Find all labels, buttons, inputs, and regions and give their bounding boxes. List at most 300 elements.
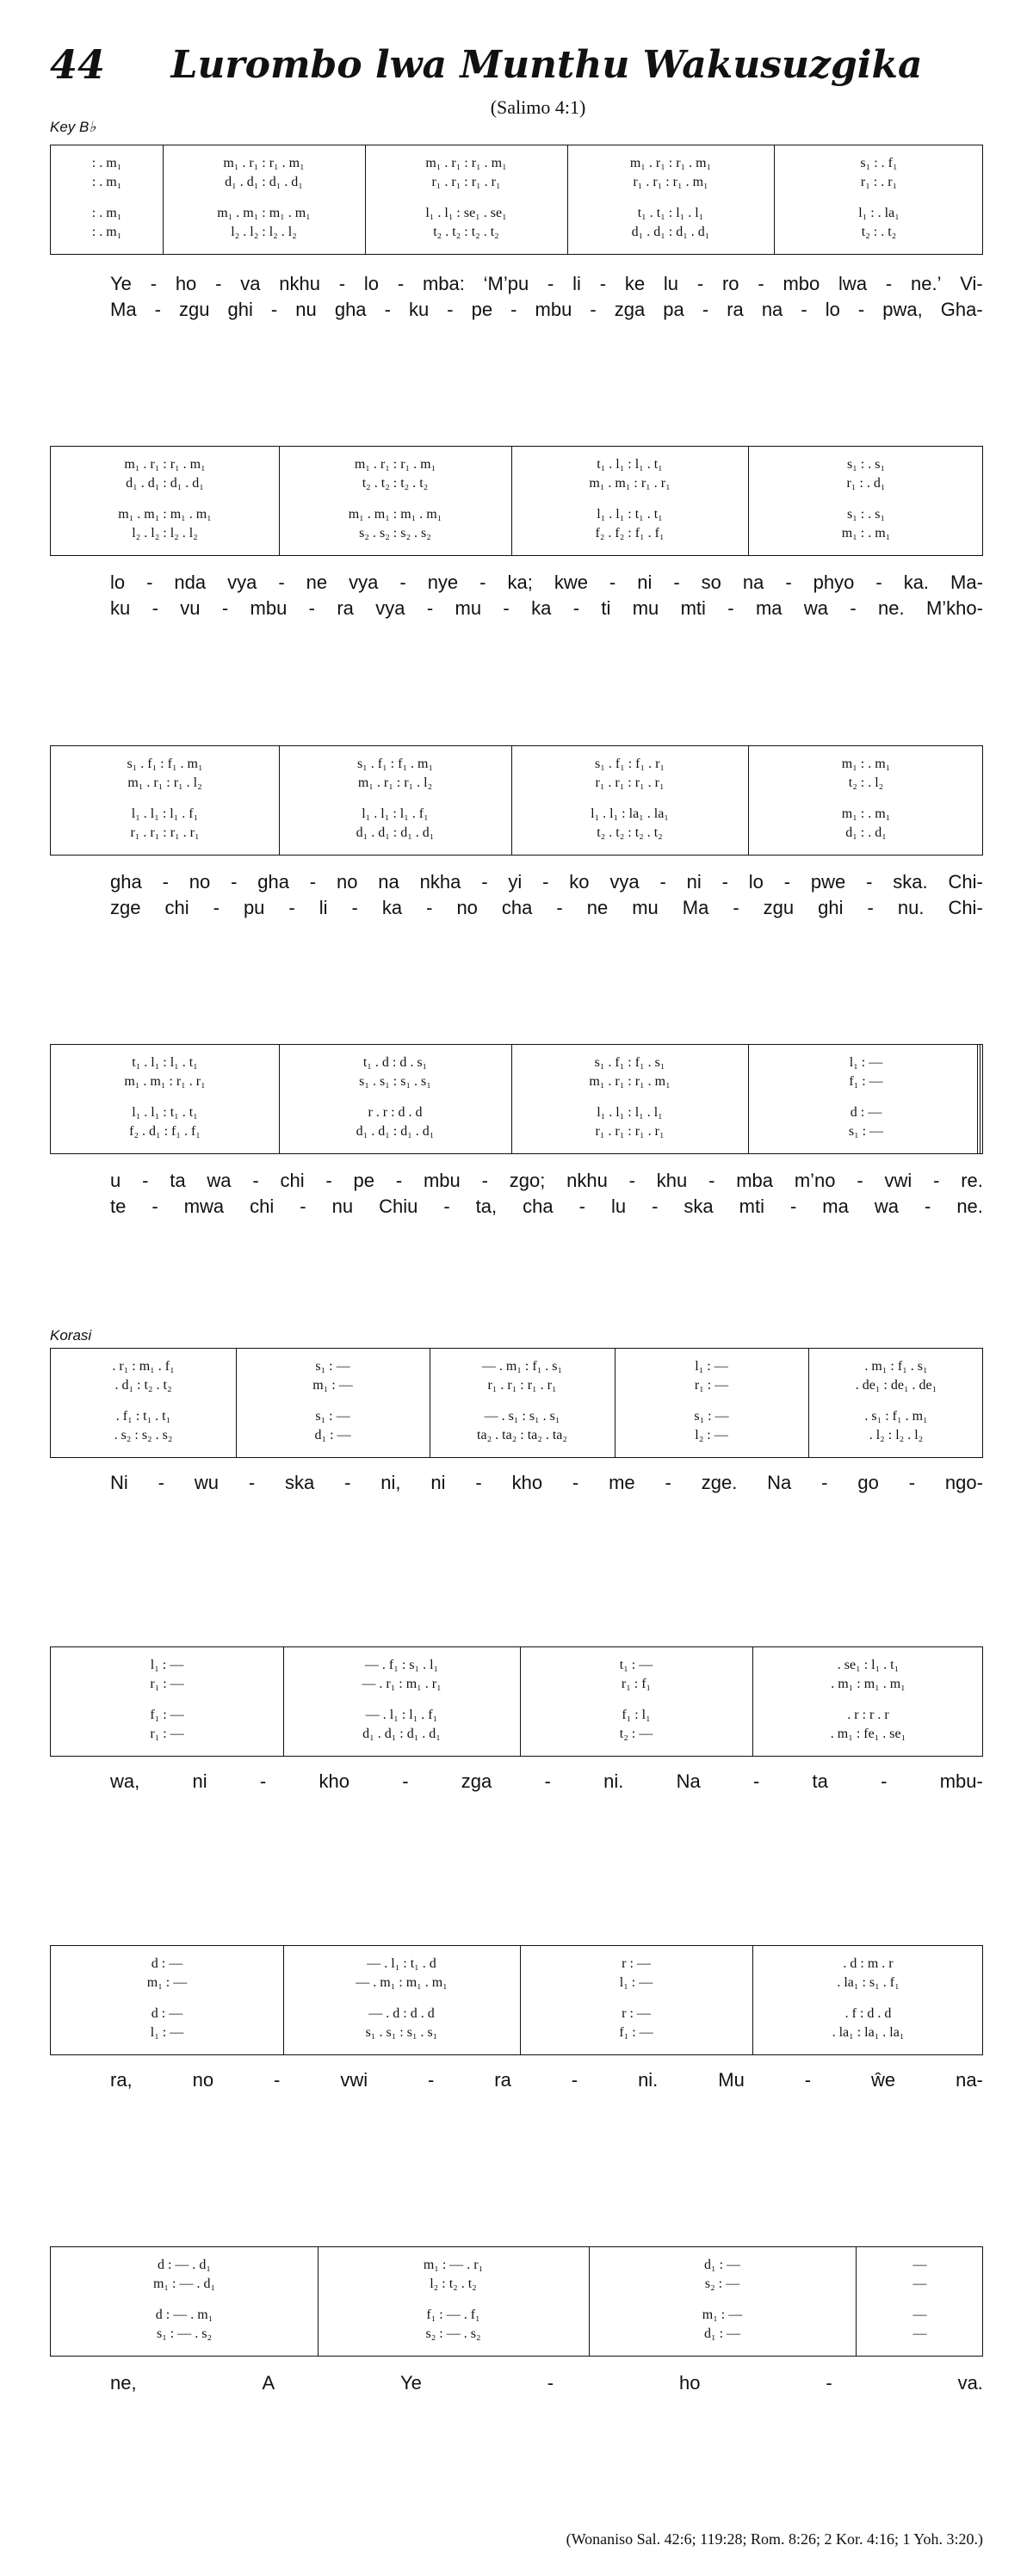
lyric-syllable: lo [363, 273, 380, 294]
lyric-line [50, 297, 983, 323]
lyric-syllable: vya [609, 871, 640, 893]
lyric-syllable: - [395, 1170, 403, 1191]
lyric-line [50, 596, 983, 621]
solfa-a: l₁ : — [619, 1975, 653, 1990]
lyric-syllable: - [696, 273, 704, 294]
lyric-syllable: ni [637, 571, 653, 593]
barline [236, 1349, 237, 1457]
solfa-t2: m₁ . m₁ : m₁ . m₁ [118, 507, 212, 522]
lyric-syllable: chi [250, 1195, 275, 1217]
lyric-syllable: ni. [638, 2069, 659, 2091]
lyric-syllable: te [110, 1195, 127, 1217]
lyric-line [50, 1470, 983, 1496]
solfa-t2: . f : d . d [844, 2006, 892, 2021]
solfa-a: t₂ : . l₂ [848, 775, 884, 790]
lyric-syllable: - [544, 1770, 551, 1792]
lyric-syllable: - [542, 871, 549, 893]
barline [511, 447, 512, 555]
lyric-syllable: - [213, 897, 220, 918]
lyric-syllable: - [628, 1170, 635, 1191]
solfa-t2: — . d : d . d [368, 2006, 435, 2021]
music-system-1 [50, 145, 983, 255]
lyric-syllable: mbo [782, 273, 820, 294]
lyric-syllable: nkhu [566, 1170, 608, 1191]
lyric-syllable: Na [767, 1472, 792, 1493]
solfa-a: . la₁ : s₁ . f₁ [837, 1975, 900, 1990]
lyric-syllable: ra [727, 299, 744, 320]
lyric-syllable: - [503, 597, 510, 619]
solfa-t2: r . r : d . d [368, 1105, 423, 1120]
solfa-t2: l₁ . l₁ : l₁ . f₁ [131, 806, 199, 821]
lyric-syllable: - [881, 1770, 888, 1792]
solfa-a: m₁ . r₁ : r₁ . l₂ [127, 775, 202, 790]
lyric-syllable: - [248, 1472, 256, 1493]
solfa-t2: f₁ : — [150, 1708, 184, 1722]
solfa-t2: . f₁ : t₁ . t₁ [115, 1409, 171, 1424]
lyric-syllable: chi [280, 1170, 305, 1191]
solfa-t1: — . l₁ : t₁ . d [367, 1956, 436, 1971]
lyric-syllable: pe [353, 1170, 375, 1191]
solfa-t2: s₁ : — [315, 1409, 350, 1424]
lyric-syllable: - [578, 1195, 585, 1217]
barline [520, 1946, 521, 2054]
solfa-a: . m₁ : m₁ . m₁ [831, 1677, 906, 1691]
lyric-syllable: - [351, 897, 358, 918]
lyric-syllable: na- [956, 2069, 983, 2091]
solfa-a: s₁ . s₁ : s₁ . s₁ [359, 1074, 431, 1089]
lyric-syllable: - [142, 1170, 149, 1191]
lyric-syllable: - [475, 1472, 482, 1493]
barline [748, 447, 749, 555]
lyric-syllable: - [300, 1195, 306, 1217]
music-system-5 [50, 1348, 983, 1458]
lyric-syllable: Na [676, 1770, 701, 1792]
lyric-line [50, 895, 983, 921]
lyric-syllable: Chi- [948, 871, 983, 893]
barline [752, 1647, 753, 1756]
lyric-syllable: - [278, 571, 285, 593]
solfa-t1: s₁ . f₁ : f₁ . m₁ [356, 757, 434, 771]
solfa-t2: m₁ . m₁ : m₁ . m₁ [217, 206, 311, 220]
barline [365, 145, 366, 254]
solfa-b: d₁ : . d₁ [845, 825, 887, 840]
lyric-syllable: wa, [110, 1770, 140, 1792]
lyric-syllable: phyo [813, 571, 855, 593]
solfa-a: t₂ . t₂ : t₂ . t₂ [362, 476, 429, 491]
lyric-syllable: - [344, 1472, 351, 1493]
lyric-syllable: ho [679, 2372, 701, 2394]
lyric-line [50, 570, 983, 596]
lyric-syllable: ne. [956, 1195, 983, 1217]
lyric-syllable: wu [194, 1472, 219, 1493]
solfa-a: r₁ : — [150, 1677, 184, 1691]
lyric-syllable: gha [257, 871, 289, 893]
lyric-syllable: wa [874, 1195, 899, 1217]
lyric-syllable: - [221, 597, 229, 619]
solfa-b: t₂ : — [619, 1727, 653, 1741]
lyric-syllable: mbu [423, 1170, 461, 1191]
lyric-line [50, 1168, 983, 1194]
lyric-syllable: - [708, 1170, 715, 1191]
solfa-b: . s₂ : s₂ . s₂ [114, 1428, 173, 1442]
solfa-t1: — [912, 2258, 927, 2272]
solfa-t1: : . m₁ [91, 156, 122, 170]
lyric-syllable: ka [531, 597, 552, 619]
lyric-syllable: lo [110, 571, 126, 593]
lyric-syllable: - [572, 1472, 579, 1493]
lyric-syllable: lu [610, 1195, 627, 1217]
lyric-syllable: lwa [838, 273, 868, 294]
lyric-syllable: yi [508, 871, 523, 893]
solfa-a: m₁ : — . d₁ [152, 2276, 216, 2291]
lyric-syllable: ne [586, 897, 609, 918]
lyric-syllable: Ma- [950, 571, 983, 593]
solfa-t2: s₁ : — [694, 1409, 729, 1424]
lyric-syllable: pu [243, 897, 265, 918]
lyric-syllable: Chiu [379, 1195, 418, 1217]
lyric-syllable: lu [663, 273, 679, 294]
music-system-8 [50, 2246, 983, 2357]
solfa-a: r₁ . r₁ : r₁ . r₁ [431, 175, 501, 189]
lyrics-block [50, 1470, 983, 1496]
solfa-b: r₁ . r₁ : r₁ . r₁ [595, 1124, 665, 1139]
lyric-syllable: ke [624, 273, 646, 294]
lyric-syllable: - [399, 571, 406, 593]
solfa-t1: m₁ : . m₁ [841, 757, 891, 771]
lyric-syllable: - [659, 871, 666, 893]
lyric-syllable: - [397, 273, 405, 294]
lyric-syllable: Ye [110, 273, 132, 294]
lyric-syllable: ti [601, 597, 611, 619]
solfa-t2: . r : r . r [847, 1708, 889, 1722]
lyric-syllable: ghi [818, 897, 844, 918]
lyrics-block [50, 1168, 983, 1220]
solfa-t1: s₁ : — [315, 1359, 350, 1374]
lyric-syllable: - [426, 897, 433, 918]
lyric-syllable: ŵe [871, 2069, 896, 2091]
lyric-syllable: mu [632, 597, 659, 619]
solfa-b: . l₂ : l₂ . l₂ [869, 1428, 924, 1442]
lyric-syllable: - [826, 2372, 832, 2394]
solfa-t1: . m₁ : f₁ . s₁ [864, 1359, 928, 1374]
barline [774, 145, 775, 254]
solfa-t1: s₁ . f₁ : f₁ . s₁ [594, 1055, 665, 1070]
lyric-syllable: - [338, 273, 346, 294]
solfa-b: t₂ : . t₂ [861, 225, 897, 239]
lyric-syllable: - [599, 273, 607, 294]
lyric-syllable: zge. [701, 1472, 738, 1493]
barline [589, 2247, 590, 2356]
lyric-syllable: cha [501, 897, 533, 918]
lyric-syllable: Ma [110, 299, 137, 320]
lyric-syllable: ska. [893, 871, 928, 893]
lyric-syllable: zge [110, 897, 141, 918]
barline [283, 1647, 284, 1756]
lyric-syllable: mbu [535, 299, 572, 320]
lyric-syllable: - [875, 571, 882, 593]
solfa-t2: d : — [850, 1105, 882, 1120]
solfa-t1: s₁ . f₁ : f₁ . r₁ [595, 757, 665, 771]
lyric-syllable: nkhu [279, 273, 320, 294]
solfa-t1: s₁ . f₁ : f₁ . m₁ [127, 757, 203, 771]
solfa-b: r₁ . r₁ : r₁ . r₁ [130, 825, 200, 840]
lyric-line [50, 2370, 983, 2396]
solfa-a: r₁ : f₁ [621, 1677, 652, 1691]
lyric-syllable: vwi [340, 2069, 368, 2091]
lyric-syllable: me [609, 1472, 635, 1493]
lyric-syllable: Ma [682, 897, 709, 918]
lyric-syllable: ra, [110, 2069, 133, 2091]
solfa-t1: l₁ : — [849, 1055, 883, 1070]
lyric-syllable: - [150, 273, 158, 294]
solfa-t1: l₁ : — [150, 1658, 184, 1672]
solfa-b: s₂ . s₂ : s₂ . s₂ [359, 526, 431, 541]
lyric-syllable: ka; [507, 571, 533, 593]
lyric-syllable: mba [736, 1170, 774, 1191]
lyric-line [50, 1194, 983, 1220]
lyric-syllable: ta [812, 1770, 828, 1792]
lyric-syllable: - [288, 897, 295, 918]
solfa-t1: l₁ : — [695, 1359, 728, 1374]
lyric-syllable: kwe [554, 571, 588, 593]
lyric-syllable: - [785, 571, 792, 593]
lyric-syllable: pwe [810, 871, 846, 893]
lyric-syllable: - [733, 897, 739, 918]
lyric-syllable: - [783, 871, 791, 893]
solfa-t1: t₁ : — [619, 1658, 653, 1672]
solfa-b: f₁ : — [619, 2025, 653, 2040]
lyric-syllable: na [378, 871, 399, 893]
lyric-syllable: - [652, 1195, 659, 1217]
lyric-syllable: ta [170, 1170, 186, 1191]
lyric-syllable: - [428, 2069, 435, 2091]
lyric-syllable: - [547, 273, 554, 294]
solfa-t1: m₁ . r₁ : r₁ . m₁ [425, 156, 507, 170]
lyric-syllable: - [801, 299, 807, 320]
lyric-syllable: Chi- [948, 897, 983, 918]
solfa-t1: — . f₁ : s₁ . l₁ [364, 1658, 439, 1672]
solfa-a: . d₁ : t₂ . t₂ [114, 1378, 172, 1393]
solfa-t2: — . s₁ : s₁ . s₁ [484, 1409, 560, 1424]
lyric-syllable: - [821, 1472, 828, 1493]
solfa-a: r₁ : . r₁ [860, 175, 898, 189]
lyric-line [50, 271, 983, 297]
barline [279, 447, 280, 555]
lyric-syllable: gha [334, 299, 367, 320]
solfa-a: m₁ . m₁ : r₁ . r₁ [124, 1074, 206, 1089]
lyric-syllable: pwa, [882, 299, 923, 320]
lyric-syllable: mti [739, 1195, 764, 1217]
solfa-a: m₁ : — [312, 1378, 353, 1393]
lyric-syllable: - [402, 1770, 409, 1792]
solfa-b: t₂ . t₂ : t₂ . t₂ [433, 225, 499, 239]
lyric-syllable: ni [430, 1472, 446, 1493]
lyric-syllable: vya [227, 571, 257, 593]
lyric-syllable: pe [471, 299, 493, 320]
lyric-syllable: no [456, 897, 478, 918]
lyric-syllable: ma [822, 1195, 849, 1217]
solfa-t2: t₁ . t₁ : l₁ . l₁ [637, 206, 704, 220]
solfa-b: l₂ . l₂ : l₂ . l₂ [132, 526, 198, 541]
lyric-syllable: va. [957, 2372, 983, 2394]
lyric-syllable: zga [614, 299, 646, 320]
lyric-syllable: lo [825, 299, 840, 320]
solfa-b: ta₂ . ta₂ : ta₂ . ta₂ [477, 1428, 567, 1442]
solfa-t1: m₁ . r₁ : r₁ . m₁ [124, 457, 206, 472]
lyric-syllable: mti [680, 597, 706, 619]
lyric-syllable: Gha- [940, 299, 983, 320]
lyric-syllable: gha [110, 871, 142, 893]
lyric-syllable: kho [511, 1472, 543, 1493]
lyric-line [50, 2067, 983, 2093]
lyric-syllable: Ni [110, 1472, 128, 1493]
lyric-syllable: mu [632, 897, 659, 918]
barline [318, 2247, 319, 2356]
lyric-syllable: - [721, 871, 728, 893]
lyric-syllable: ne. [878, 597, 905, 619]
solfa-t2: . s₁ : f₁ . m₁ [864, 1409, 928, 1424]
lyric-syllable: - [384, 299, 391, 320]
lyric-syllable: ne [306, 571, 328, 593]
lyric-syllable: - [789, 1195, 797, 1217]
lyric-syllable: lo [748, 871, 764, 893]
lyric-syllable: - [866, 871, 873, 893]
lyric-syllable: nu [331, 1195, 354, 1217]
lyric-syllable: nye [427, 571, 459, 593]
solfa-t2: r : — [622, 2006, 651, 2021]
solfa-b: l₂ : — [695, 1428, 728, 1442]
lyric-syllable: zgo; [509, 1170, 546, 1191]
barline [279, 1045, 280, 1153]
solfa-b: m₁ : . m₁ [841, 526, 891, 541]
solfa-b: s₁ . s₁ : s₁ . s₁ [365, 2025, 438, 2040]
lyric-syllable: mwa [183, 1195, 225, 1217]
lyric-syllable: vu [180, 597, 201, 619]
lyric-syllable: ku [408, 299, 430, 320]
lyric-syllable: - [867, 897, 874, 918]
solfa-t1: d : — . d₁ [157, 2258, 212, 2272]
lyric-syllable: go [857, 1472, 879, 1493]
lyric-syllable: - [609, 571, 616, 593]
solfa-b: f₂ . f₂ : f₁ . f₁ [595, 526, 665, 541]
music-system-6 [50, 1646, 983, 1757]
lyric-syllable: mbu [250, 597, 288, 619]
lyric-syllable: - [572, 597, 580, 619]
lyric-syllable: nkha [419, 871, 461, 893]
lyric-syllable: na [742, 571, 764, 593]
lyric-syllable: - [510, 299, 517, 320]
lyric-syllable: na [761, 299, 783, 320]
solfa-t1: s₁ : . f₁ [860, 156, 898, 170]
solfa-b: s₁ : — [848, 1124, 884, 1139]
solfa-b: : . m₁ [91, 225, 122, 239]
lyric-syllable: - [146, 571, 153, 593]
solfa-b: d₁ . d₁ : d₁ . d₁ [356, 825, 435, 840]
lyric-syllable: - [308, 597, 315, 619]
lyrics-block [50, 271, 983, 323]
solfa-t2: f₁ : — . f₁ [426, 2307, 480, 2322]
music-system-3 [50, 745, 983, 856]
lyrics-block [50, 1769, 983, 1795]
barline [748, 746, 749, 855]
barline [748, 1045, 749, 1153]
lyric-syllable: - [443, 1195, 450, 1217]
lyric-syllable: kho [319, 1770, 349, 1792]
solfa-t2: l₁ . l₁ : se₁ . se₁ [425, 206, 507, 220]
solfa-t1: r : — [622, 1956, 651, 1971]
solfa-t2: — . l₁ : l₁ . f₁ [365, 1708, 438, 1722]
lyric-syllable: Vi- [960, 273, 983, 294]
barline [520, 1647, 521, 1756]
solfa-b: d₁ . d₁ : d₁ . d₁ [356, 1124, 435, 1139]
lyric-syllable: - [158, 1472, 164, 1493]
solfa-b: f₂ . d₁ : f₁ . f₁ [129, 1124, 201, 1139]
solfa-a: : . m₁ [91, 175, 122, 189]
lyric-syllable: - [933, 1170, 940, 1191]
lyric-syllable: nu. [897, 897, 925, 918]
solfa-b: — [912, 2326, 927, 2341]
solfa-a: r₁ . r₁ : r₁ . r₁ [595, 775, 665, 790]
solfa-t2: l₁ . l₁ : l₁ . l₁ [597, 1105, 663, 1120]
solfa-t1: s₁ : . s₁ [846, 457, 886, 472]
lyric-syllable: - [215, 273, 222, 294]
solfa-t1: t₁ . d : d . s₁ [362, 1055, 428, 1070]
lyric-syllable: no [336, 871, 358, 893]
lyric-syllable: - [908, 1472, 916, 1493]
lyric-syllable: - [325, 1170, 332, 1191]
solfa-t2: d : — . m₁ [155, 2307, 213, 2322]
lyric-syllable: - [556, 897, 563, 918]
lyric-syllable: vwi [884, 1170, 912, 1191]
lyric-syllable: - [885, 273, 893, 294]
lyric-line [50, 869, 983, 895]
solfa-a: — . m₁ : m₁ . m₁ [356, 1975, 448, 1990]
lyric-syllable: - [850, 597, 857, 619]
lyric-syllable: - [252, 1170, 259, 1191]
lyric-syllable: mba: [422, 273, 465, 294]
lyrics-block [50, 869, 983, 921]
lyric-syllable: - [857, 1170, 863, 1191]
solfa-t2: l₁ . l₁ : t₁ . t₁ [597, 507, 663, 522]
lyric-syllable: - [857, 299, 865, 320]
solfa-t2: l₁ . l₁ : l₁ . f₁ [362, 806, 429, 821]
solfa-t1: d₁ : — [703, 2258, 741, 2272]
lyric-syllable: - [665, 1472, 671, 1493]
lyric-syllable: - [481, 871, 488, 893]
lyric-syllable: nda [174, 571, 207, 593]
lyric-syllable: - [231, 871, 238, 893]
lyric-syllable: ra [494, 2069, 511, 2091]
lyric-syllable: ska [684, 1195, 714, 1217]
lyric-syllable: ra [337, 597, 354, 619]
lyric-syllable: ni [686, 871, 702, 893]
lyric-syllable: ni, [380, 1472, 401, 1493]
barline [808, 1349, 809, 1457]
solfa-t1: d : — [151, 1956, 183, 1971]
solfa-a: d₁ . d₁ : d₁ . d₁ [126, 476, 204, 491]
barline [752, 1946, 753, 2054]
solfa-t2: l₁ . l₁ : t₁ . t₁ [132, 1105, 198, 1120]
lyric-syllable: - [752, 1770, 760, 1792]
lyric-syllable: - [309, 871, 317, 893]
solfa-t2: : . m₁ [91, 206, 122, 220]
lyric-syllable: ta, [475, 1195, 498, 1217]
solfa-t1: t₁ . l₁ : l₁ . t₁ [132, 1055, 198, 1070]
music-system-2 [50, 446, 983, 556]
solfa-a: d₁ . d₁ : d₁ . d₁ [225, 175, 303, 189]
solfa-t2: d : — [151, 2006, 183, 2021]
barline [856, 2247, 857, 2356]
